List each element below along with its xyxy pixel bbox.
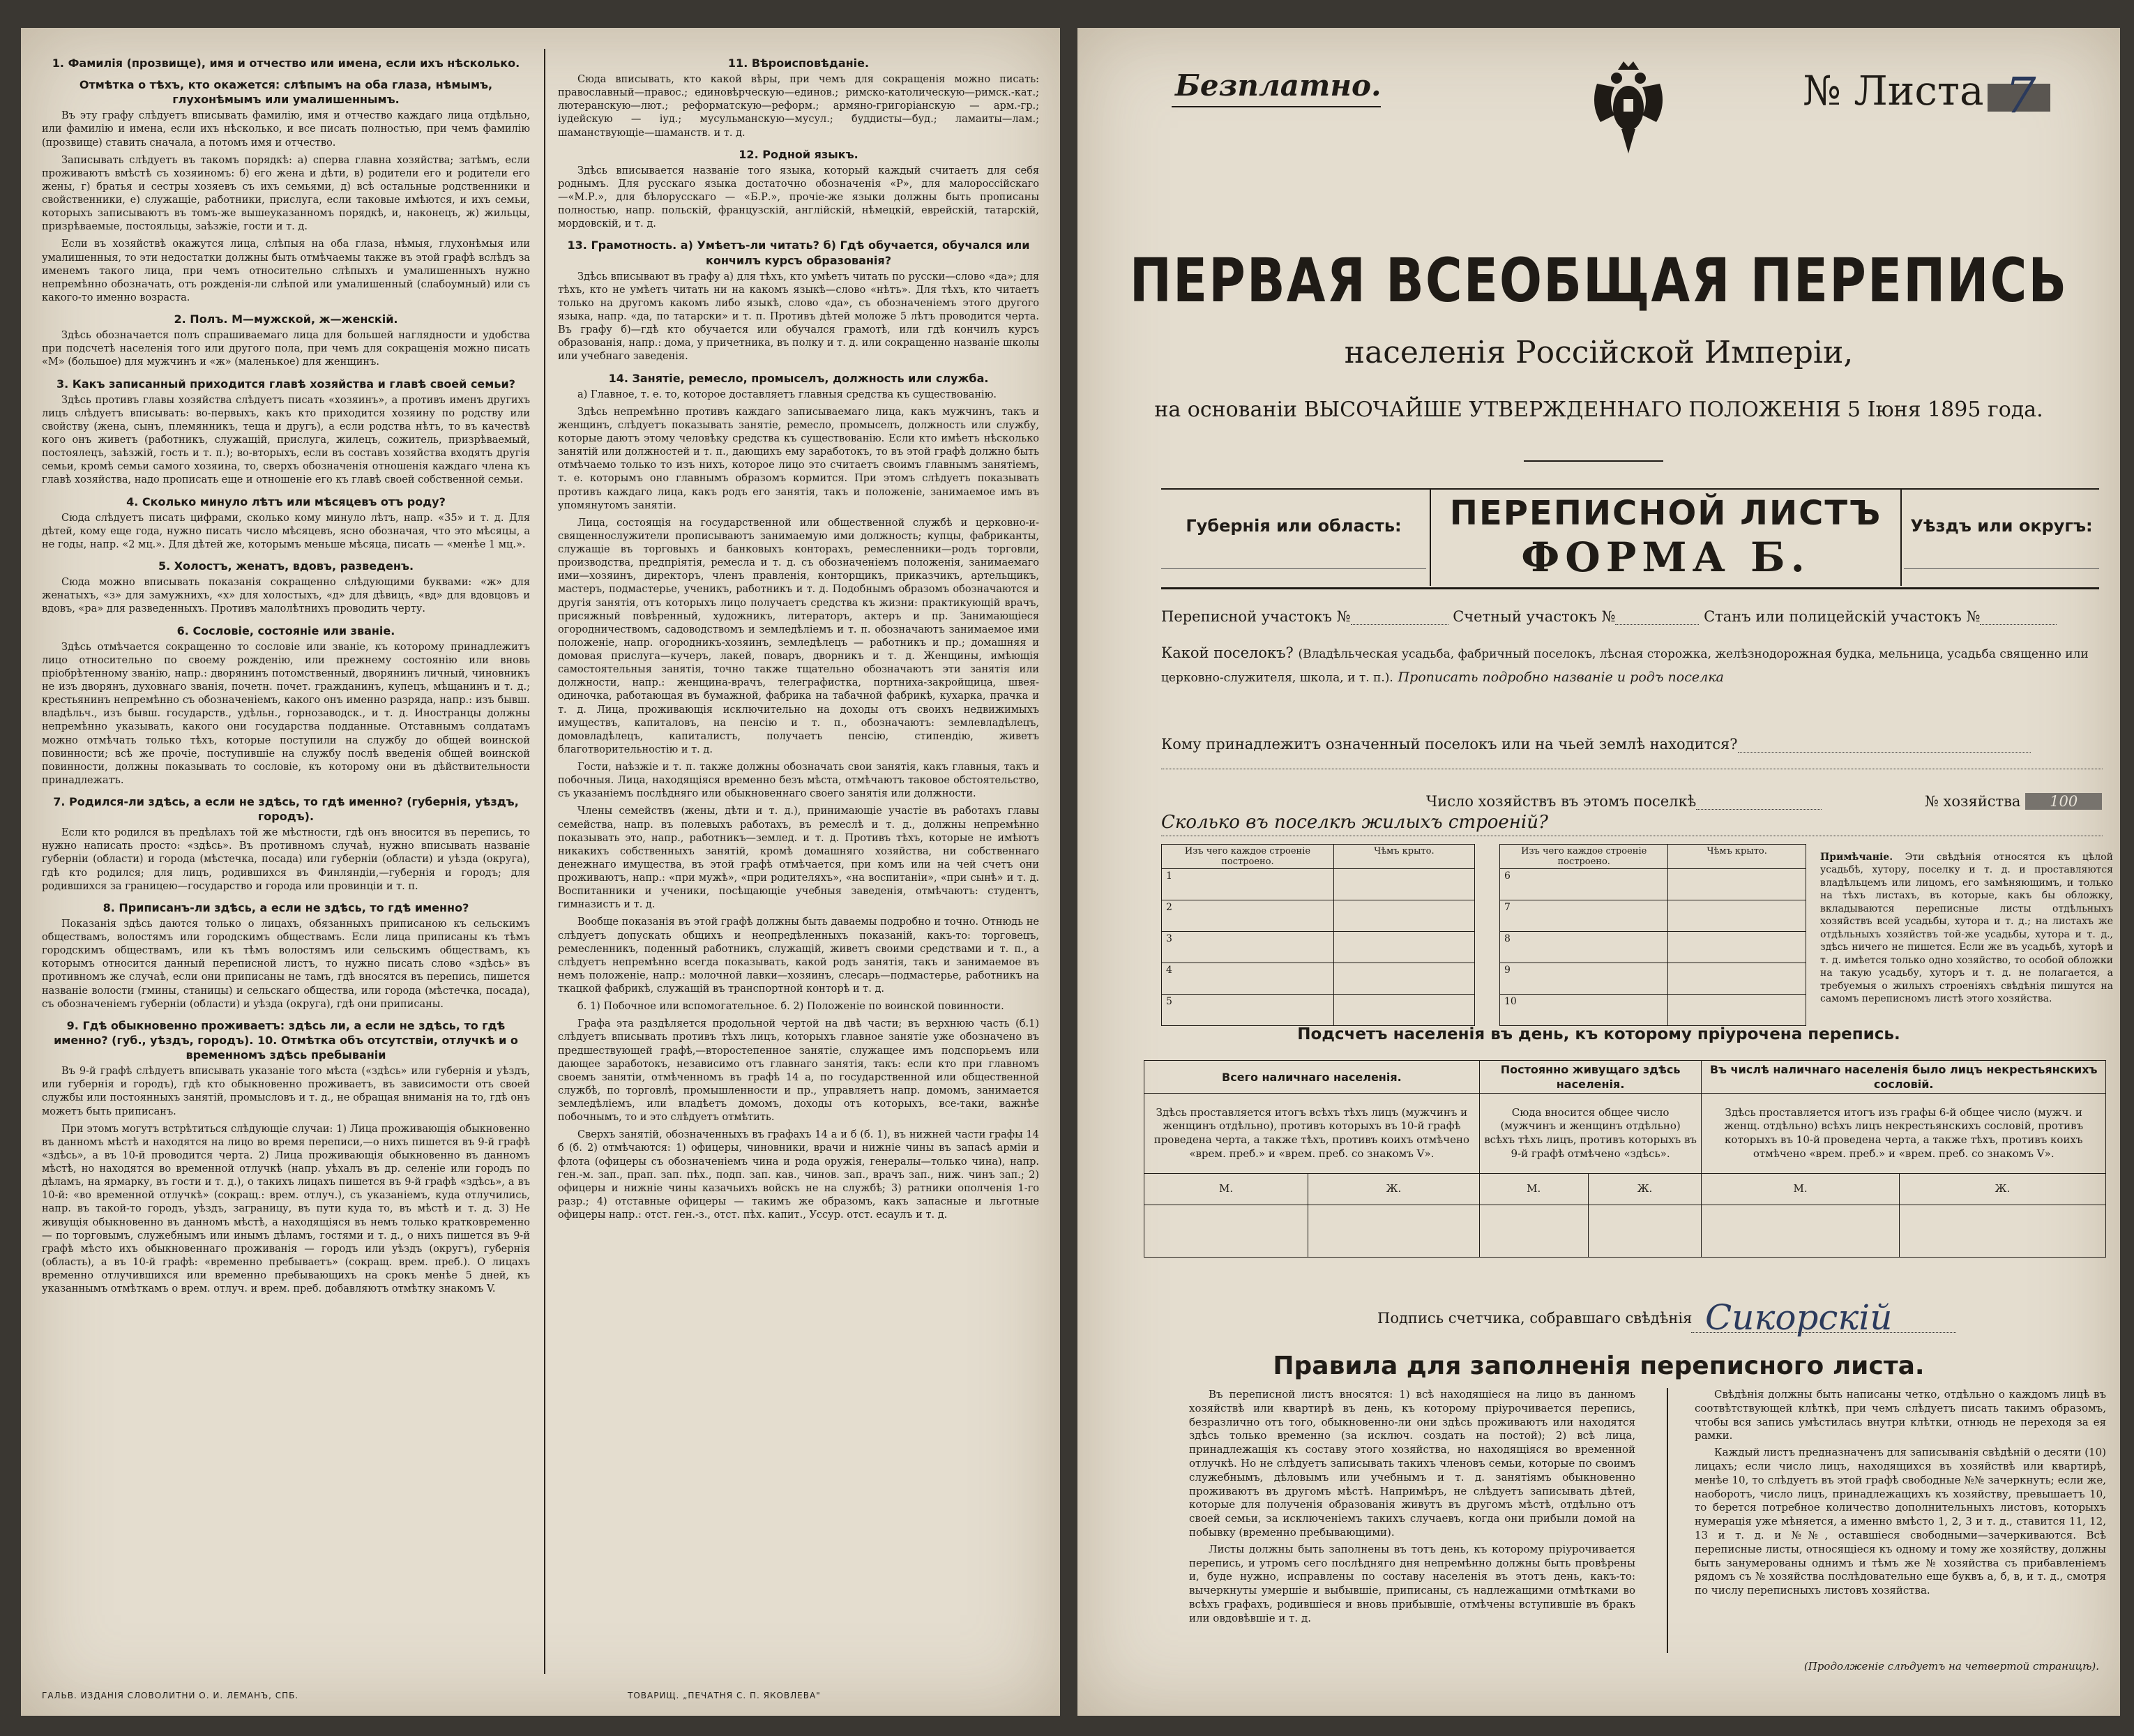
paragraph: Здѣсь вписывают въ графу а) для тѣхъ, кто умѣетъ читать по русски—слово «да»; для тѣхъ, кто не умѣетъ читать ни на какомъ языкѣ—слово «нѣтъ». Для тѣхъ, кто читаетъ только на другомъ какомъ либо языкѣ, слово «да», съ обозначеніемъ этого другого языка, напр. «да, по татарски» и т. п. Противъ дѣтей моложе 5 лѣтъ проводится черта. Въ графу б)—гдѣ кто обучается или обучался грамотѣ, или гдѣ кончилъ курсъ образованія, напр.: дома, у причетника, въ полку и т. д. или сокращенно названіе школы или учебнаго заведенія.: [558, 271, 1039, 363]
paragraph: б. 1) Побочное или вспомогательное. б. 2) Положеніе по воинской повинности.: [577, 1001, 1004, 1013]
table-cell[interactable]: [1668, 900, 1806, 932]
paragraph: Гости, наѣзжіе и т. п. также должны обозначать свои занятія, какъ главныя, такъ и побочныя. Лица, находящіяся временно безъ мѣста, отмѣчаютъ таковое обстоятельство, съ указаніемъ послѣдняго или обыкновеннаго своего занятія или должности.: [558, 762, 1039, 800]
population-count-title: Подсчетъ населенія въ день, къ которому пріурочена перепись.: [1297, 1025, 1900, 1043]
table-row[interactable]: 1: [1162, 869, 1334, 900]
count-m-label: М.: [1702, 1174, 1899, 1205]
count-cell[interactable]: [1144, 1205, 1308, 1258]
stan-field[interactable]: [1980, 624, 2057, 625]
paragraph: Сюда слѣдуетъ писать цифрами, сколько кому минуло лѣтъ, напр. «35» и т. д. Для дѣтей, кому еще года, нужно писать число мѣсяцевъ, ясно обозначая, что это мѣсяцы, а не годы, напр. «2 мц.». Для дѣтей же, которымъ меньше мѣсяца, писать — «менѣе 1 мц.».: [42, 512, 530, 550]
paragraph: Здѣсь вписывается названіе того языка, который каждый считаетъ для себя роднымъ. Для русскаго языка достаточно обозначенія «Р», для малороссійскаго—«М.Р.», для бѣлорусскаго — «Б.Р.», прочіе-же языки должны быть прописаны полностью, напр. польскій, французскій, англійскій, нѣмецкій, еврейскій, татарскій, мордовскій, и т. д.: [558, 165, 1039, 230]
count-header-total: Всего наличнаго населенія.: [1144, 1061, 1480, 1094]
rules-paragraph: Свѣдѣнія должны быть написаны четко, отдѣльно о каждомъ лицѣ въ соотвѣтствующей клѣткѣ, при чемъ слѣдуетъ писать такимъ образомъ, чтобы вся запись умѣстилась внутри клѣтки, отнюдь не переходя за ея рамки.: [1695, 1388, 2106, 1442]
table-row[interactable]: 7: [1500, 900, 1668, 932]
table-row[interactable]: 10: [1500, 995, 1668, 1026]
count-header-permanent: Постоянно живущаго здѣсь населенія.: [1479, 1061, 1702, 1094]
paragraph: Въ 9-й графѣ слѣдуетъ вписывать указаніе того мѣста («здѣсь» или губернія и уѣздъ, или губернія и городъ), гдѣ кто обыкновенно проживаетъ, въ зависимости отъ своей службы или постоянныхъ занятій, промысловъ и т. д., не обращая вниманія на то, гдѣ онъ можетъ быть приписанъ.: [42, 1066, 530, 1117]
count-desc-permanent: Сюда вносится общее число (мужчинъ и женщинъ отдѣльно) всѣхъ тѣхъ лицъ, противъ которыхъ въ 9-й графѣ отмѣчено «здѣсь».: [1479, 1094, 1702, 1174]
section-heading: Отмѣтка о тѣхъ, кто окажется: слѣпымъ на оба глаза, нѣмымъ, глухонѣмымъ или умалишеннымъ.: [79, 78, 493, 107]
table-row[interactable]: 9: [1500, 963, 1668, 995]
rules-column-right: [1695, 1388, 2106, 1601]
table-cell[interactable]: [1333, 932, 1474, 963]
title-rule: [1524, 460, 1663, 462]
skolko-label: Сколько въ поселкѣ жилыхъ строеній?: [1161, 812, 1548, 833]
rules-title: Правила для заполненія переписного листа.: [1273, 1352, 1925, 1380]
schetny-label: Счетный участокъ №: [1453, 608, 1616, 625]
rules-column-left: [1189, 1388, 1635, 1629]
count-m-label: М.: [1479, 1174, 1588, 1205]
paragraph: При этомъ могутъ встрѣтиться слѣдующіе случаи: 1) Лица проживающія обыкновенно въ данномъ мѣстѣ и находятся на лицо во время переписи,—о нихъ пишется въ 9-й графѣ «здѣсь», а въ 10-й проводится черта. 2) Лица проживающія обыкновенно въ данномъ мѣстѣ, но находятся во временной отлучкѣ (напр. уѣхалъ въ др. селеніе или городъ по дѣламъ, на ярмарку, въ гости и т. д.), о такихъ лицахъ пишется въ 9-й графѣ «здѣсь», а въ 10-й: «во временной отлучкѣ» (сокращ.: врем. отлуч.), съ указаніемъ, куда отлучились, напр. въ такой-то городъ, уѣздъ, заграницу, въ пути куда то, въ мѣстѣ и т. д. 3) Не живущія обыкновенно въ данномъ мѣстѣ, а находящіяся въ немъ только кратковременно — по торговымъ, служебнымъ или инымъ дѣламъ, гостями и т. д., о нихъ пишется въ 9-й графѣ мѣсто ихъ обыкновеннаго проживанія — городъ или уѣздъ (округъ), губернія (область), а въ 10-й графѣ: «временно пребываетъ» (сокращ. врем. преб.). О лицахъ временно отлучившихся или временно пребывающихъ на срокъ менѣе 5 дней, къ указаннымъ отмѣткамъ о врем. отлуч. и врем. преб. добавляютъ отмѣтку знакомъ V.: [42, 1123, 530, 1295]
rules-paragraph: Каждый листъ предназначенъ для записыванія свѣдѣній о десяти (10) лицахъ; если число лицъ, находящихся въ хозяйствѣ или квартирѣ, менѣе 10, то слѣдуетъ въ этой графѣ свободные №№ зачеркнуть; если же, наоборотъ, число лицъ, принадлежащихъ къ хозяйству, превышаетъ 10, то берется потребное количество дополнительныхъ листовъ, которыхъ нумерація уже мѣняется, а именно вмѣсто 1, 2, 3 и т. д., ставится 11, 12, 13 и т. д. и №№, оставшіеся свободными—зачеркиваются. Всѣ переписные листы, относящіеся къ одному и тому же хозяйству, должны быть занумерованы однимъ и тѣмъ же № хозяйства съ прибавленіемъ рядомъ съ № хозяйства послѣдовательно еще буквъ а, б, в, и т. д., смотря по числу переписныхъ листовъ хозяйства.: [1695, 1446, 2106, 1597]
section-heading: 7. Родился-ли здѣсь, а если не здѣсь, то гдѣ именно? (губернія, уѣздъ, городъ).: [53, 795, 519, 824]
stan-label: Станъ или полицейскій участокъ №: [1704, 608, 1981, 625]
count-cell[interactable]: [1479, 1205, 1588, 1258]
table-row[interactable]: 2: [1162, 900, 1334, 932]
poselok-label: Какой поселокъ?: [1161, 644, 1294, 661]
section-heading: 2. Полъ. М—мужской, ж—женскій.: [174, 312, 398, 326]
count-header-non-peasant: Въ числѣ наличнаго населенія было лицъ некрестьянскихъ сословій.: [1702, 1061, 2106, 1094]
table-row[interactable]: 3: [1162, 932, 1334, 963]
left-page: [21, 28, 1060, 1716]
paragraph: Здѣсь обозначается полъ спрашиваемаго лица для большей наглядности и удобства при подсчетѣ населенія того или другого пола, при чемъ для сокращенія можно писать «М» (большое) для мужчинъ и «ж» (маленькое) для женщинъ.: [42, 330, 530, 368]
continued-note: (Продолженіе слѣдуетъ на четвертой страницѣ).: [1803, 1660, 2099, 1673]
paragraph: Здѣсь непремѣнно противъ каждаго записываемаго лица, какъ мужчинъ, такъ и женщинъ, слѣдуетъ показывать занятіе, ремесло, промыселъ, должность или службу, которые даютъ этому человѣку средства къ существованію. Если кто имѣетъ нѣсколько занятій или должностей и т. п., дающихъ ему заработокъ, то въ этой графѣ должно быть отмѣчаемо только то изъ нихъ, которое лицо это считаетъ своимъ главнымъ занятіемъ, т. е. которымъ оно главнымъ образомъ кормится. При этомъ слѣдуетъ показывать противъ каждаго лица, какъ родъ его занятія, такъ и положеніе, занимаемое имъ въ упомянутомъ занятіи.: [558, 406, 1039, 511]
table-cell[interactable]: [1333, 869, 1474, 900]
roof-header: Чѣмъ крыто.: [1333, 845, 1474, 869]
komu-label: Кому принадлежитъ означенный поселокъ или на чьей землѣ находится?: [1161, 736, 1738, 753]
material-header: Изъ чего каждое строеніе построено.: [1500, 845, 1668, 869]
uezd-field[interactable]: [1904, 568, 2099, 569]
rules-paragraph: Въ переписной листъ вносятся: 1) всѣ находящіеся на лицо въ данномъ хозяйствѣ или квартирѣ въ день, къ которому пріурочивается перепись, безразлично отъ того, обыкновенно-ли они здѣсь проживаютъ или находятся здѣсь только временно (за исключ. создать на постой); 2) всѣ лица, принадлежащія къ составу этого хозяйства, но находящіяся во временной отлучкѣ. Но не слѣдуетъ записывать такихъ членовъ семьи, которые по своимъ служебнымъ, дѣловымъ или учебнымъ и т. д. занятіямъ обыкновенно проживаютъ въ другомъ мѣстѣ. Напримѣръ, не слѣдуетъ записывать дѣтей, которые для полученія образованія живутъ въ другомъ мѣстѣ, отдѣльно отъ своей семьи, за исключеніемъ такихъ случаевъ, когда они прибыли домой на побывку (временно пребывающими).: [1189, 1388, 1635, 1539]
material-header: Изъ чего каждое строеніе построено.: [1162, 845, 1334, 869]
form-title: ПЕРЕПИСНОЙ ЛИСТЪ: [1449, 494, 1882, 533]
paragraph: Сюда можно вписывать показанія сокращенно слѣдующими буквами: «ж» для женатыхъ, «з» для замужнихъ, «х» для холостыхъ, «д» для дѣвицъ, «вд» для вдовцовъ и вдовъ, «ра» для разведенныхъ. Противъ малолѣтнихъ проводить черту.: [42, 577, 530, 615]
count-zh-label: Ж.: [1308, 1174, 1480, 1205]
paragraph: Сверхъ занятій, обозначенныхъ въ графахъ 14 а и б (б. 1), въ нижней части графы 14 б (б. 2) отмѣчаются: 1) офицеры, чиновники, врачи и нижніе чины въ запасѣ арміи и флота (офицеры съ обозначеніемъ чина и рода оружія, генералы—только чина), напр. ген.-м. зап., прап. зап. пѣх., подп. зап. кав., чинов. зап., врачъ зап., ниж. чинъ зап.; 2) офицеры и нижніе чины казачьихъ войскъ не на службѣ; 3) ратники ополченія 1-го разр.; 4) отставные офицеры — такимъ же образомъ, какъ запасные и льготные офицеры напр.: отст. ген.-з., отст. пѣх. капит., Уссур. отст. есаулъ и т. д.: [558, 1129, 1039, 1221]
buildings-note: [1820, 851, 2113, 1006]
section-heading: 9. Гдѣ обыкновенно проживаетъ: здѣсь ли, а если не здѣсь, то гдѣ именно? (губ., уѣздъ, городъ). 10. Отмѣтка объ отсутствіи, отлучкѣ и о временномъ здѣсь пребываніи: [54, 1018, 518, 1062]
section-heading: 5. Холостъ, женатъ, вдовъ, разведенъ.: [158, 559, 414, 573]
nomer-row: [1925, 793, 2102, 810]
poselok-hint: (Владѣльческая усадьба, фабричный поселокъ, лѣсная сторожка, желѣзнодорожная будка, мельница, усадьба священно или церковно-служителя, школа, и т. п.).: [1161, 647, 2089, 685]
chislo-field[interactable]: [1696, 809, 1822, 810]
count-desc-non-peasant: Здѣсь проставляется итогъ изъ графы 6-й общее число (мужч. и женщ. отдѣльно) всѣхъ лицъ некрестьянскихъ сословій, противъ которыхъ въ 10-й проведена черта, а также тѣхъ, противъ коихъ отмѣчено «врем. преб.» и «врем. преб. со знакомъ V».: [1702, 1094, 2106, 1174]
sheet-number-label: № Листа: [1803, 67, 1984, 114]
count-m-label: М.: [1144, 1174, 1308, 1205]
free-label: Безплатно.: [1175, 68, 1382, 103]
nomer-value: 100: [2025, 793, 2102, 810]
chislo-label: Число хозяйствъ въ этомъ поселкѣ: [1426, 793, 1697, 810]
section-heading: 1. Фамилія (прозвище), имя и отчество или имена, если ихъ нѣсколько.: [52, 56, 520, 70]
uezd-label: Уѣздъ или округъ:: [1910, 516, 2093, 536]
roof-header: Чѣмъ крыто.: [1668, 845, 1806, 869]
gubernia-field[interactable]: [1161, 568, 1426, 569]
buildings-table-left: [1161, 844, 1475, 1026]
printer-imprint-left: ГАЛЬВ. ИЗДАНІЯ СЛОВОЛИТНИ О. И. ЛЕМАНЪ, СПБ.: [42, 1691, 299, 1700]
population-count-table: [1144, 1060, 2106, 1258]
sheet-number-value: 7: [2005, 67, 2036, 124]
paragraph: Здѣсь отмѣчается сокращенно то сословіе или званіе, къ которому принадлежитъ лицо относительно по своему рожденію, или прежнему состоянію или вновь пріобрѣтенному званію, напр.: дворянинъ потомственный, дворянинъ личный, чиновникъ не изъ дворянъ, духовнаго званія, почетн. почет. гражданинъ, купецъ, мѣщанинъ и т. д.; крестьянинъ непремѣнно съ обозначеніемъ, какого онъ именно разряда, напр.: изъ бывш. владѣльч., изъ бывш. государств., удѣльн., горнозаводск., и т. д. Иностранцы должны непремѣнно указывать, какого они государства подданные. Отставнымъ солдатамъ можно отмѣчать только тѣхъ, которые поступили на службу до общей воинской повинности; всѣ же прочіе, поступившіе на службу послѣ введенія общей воинской повинности, должны показывать то сословіе, къ которому они въ дѣйствительности принадлежатъ.: [42, 641, 530, 786]
note-text: Эти свѣдѣнія относятся къ цѣлой усадьбѣ, хутору, поселку и т. д. и проставляются владѣльцемъ или лицомъ, его замѣняющимъ, и только на тѣхъ листахъ, въ которые, какъ бы обложку, вкладываются переписные листы отдѣльныхъ хозяйствъ всей усадьбы, хутора и т. д.; на листахъ же отдѣльныхъ хозяйствъ той-же усадьбы, хутора и т. д., здѣсь ничего не пишется. Если же въ усадьбѣ, хуторѣ и т. д. имѣется только одно хозяйство, то особой обложки на такую усадьбу, хуторъ и т. д. не полагается, а требуемыя о жилыхъ строеніяхъ свѣдѣнія пишутся на самомъ переписномъ листѣ этого хозяйства.: [1820, 852, 2113, 1005]
paragraph: Сюда вписывать, кто какой вѣры, при чемъ для сокращенія можно писать: православный—правос.; единовѣрческую—единов.; римско-католическую—римск.-кат.; лютеранскую—лют.; реформатскую—реформ.; армяно-григоріанскую — арм.-гр.; іудейскую — іуд.; мусульманскую—мусул.; буддисты—буд.; ламаиты—лам.; шаманствующіе—шаманств. и т. д.: [558, 74, 1039, 139]
table-row[interactable]: 8: [1500, 932, 1668, 963]
komu-row: [1161, 736, 2031, 753]
section-heading: 4. Сколько минуло лѣтъ или мѣсяцевъ отъ роду?: [126, 495, 446, 508]
paragraph: Члены семействъ (жены, дѣти и т. д.), принимающіе участіе въ работахъ главы семейства, напр. въ полевыхъ работахъ, въ ремеслѣ и т. д., должны непремѣнно показывать это, напр., работникъ—землед. и т. д. Противъ тѣхъ, которые не имѣютъ никакихъ собственныхъ занятій, кромѣ домашняго хозяйства, ни собственнаго денежнаго имущества, въ этой графѣ отмѣчается, при комъ или на чей счетъ они проживаютъ, напр.: «при мужѣ», «при родителяхъ», «на воспитаніи», «при сынѣ» и т. д. Воспитанники и ученики, посѣщающіе учебныя заведенія, отмѣчаютъ: студентъ, гимназистъ и т. д.: [558, 806, 1039, 911]
printer-imprint-right: ТОВАРИЩ. „ПЕЧАТНЯ С. П. ЯКОВЛЕВА": [628, 1691, 821, 1700]
uchastok-row: [1161, 608, 2057, 625]
paragraph: а) Главное, т. е. то, которое доставляетъ главныя средства къ существованію.: [577, 388, 997, 400]
right-page: [1077, 28, 2120, 1716]
paragraph: Вообще показанія въ этой графѣ должны быть даваемы подробно и точно. Отнюдь не слѣдуетъ допускать общихъ и неопредѣленныхъ показаній, какъ-то: торговецъ, ремесленникъ, поденный работникъ, служащій, живетъ своими средствами и т. п., а слѣдуетъ непремѣнно всегда показывать, какой родъ занятія, такъ и занимаемое въ немъ положеніе, напр.: молочной лавки—хозяинъ, слесарь—подмастерье, работникъ на ткацкой фабрикѣ, служащій въ транспортной конторѣ и т. д.: [558, 916, 1039, 995]
section-heading: 13. Грамотность. а) Умѣетъ-ли читать? б) Гдѣ обучается, обучался или кончилъ курсъ образованія?: [567, 239, 1030, 267]
rules-divider: [1667, 1388, 1668, 1653]
paragraph: Графа эта раздѣляется продольной чертой на двѣ части; въ верхнюю часть (б.1) слѣдуетъ вписывать противъ тѣхъ лицъ, которыхъ главное занятіе уже обозначено въ предшествующей графѣ,—второстепенное занятіе, служащее имъ подспорьемъ или дающее заработокъ, независимо отъ главнаго занятія, такъ: если кто при главномъ своемъ занятіи, отмѣченномъ въ графѣ 14 а, по государственной или общественной службѣ, по торговлѣ, промышленности и пр., управляетъ напр. домомъ, занимается земледѣліемъ, или владѣетъ домомъ, доходы отъ которыхъ, все-таки, важнѣе побочнымъ, то и это слѣдуетъ отмѣтить.: [558, 1018, 1039, 1124]
count-zh-label: Ж.: [1588, 1174, 1702, 1205]
section-heading: 11. Вѣроисповѣданіе.: [727, 56, 870, 70]
note-title: Примѣчаніе.: [1820, 852, 1893, 863]
free-underline: [1172, 106, 1381, 107]
double-eagle-emblem-icon: [1583, 56, 1674, 160]
table-cell[interactable]: [1333, 995, 1474, 1026]
count-cell[interactable]: [1588, 1205, 1702, 1258]
signature-line: [1691, 1332, 1956, 1333]
count-zh-label: Ж.: [1899, 1174, 2105, 1205]
table-cell[interactable]: [1333, 900, 1474, 932]
column-divider: [544, 49, 545, 1674]
table-cell[interactable]: [1668, 932, 1806, 963]
section-heading: 3. Какъ записанный приходится главѣ хозяйства и главѣ своей семьи?: [56, 377, 515, 391]
count-cell[interactable]: [1899, 1205, 2105, 1258]
uchastok-field[interactable]: [1351, 624, 1448, 625]
paragraph: Здѣсь противъ главы хозяйства слѣдуетъ писать «хозяинъ», а противъ именъ другихъ лицъ слѣдуетъ вписывать: во-первыхъ, какъ кто приходится хозяину по родству или свойству (жена, сынъ, племянникъ, теща и другъ), а если родства нѣтъ, то въ качествѣ кого онъ живетъ (работникъ, служащій, прислуга, жилецъ, сожитель, призрѣваемый, постоялецъ, заѣзжій, гость и т. п.); во-вторыхъ, если въ составъ хозяйства входятъ другія семьи, кромѣ семьи самого хозяина, то, сверхъ обозначенія отношенія каждаго члена къ главѣ хозяйства, надо прописать еще и отношеніе его къ главѣ своей собственной семьи.: [42, 394, 530, 486]
paragraph: Показанія здѣсь даются только о лицахъ, обязанныхъ приписаною къ сельскимъ обществамъ, волостямъ или городскимъ обществамъ. Если лица приписаны къ тѣмъ городскимъ обществамъ, или къ тѣмъ волостямъ или сельскимъ обществамъ, къ которымъ относится данный переписной листъ, то нужно писать слово «здѣсь» въ противномъ же случаѣ, если они приписаны не тамъ, гдѣ вносятся въ перепись, пишется названіе волости (гмины, станицы) и сельскаго общества, или города (мѣстечка, посада), съ обозначеніемъ губерніи (области) и уѣзда (округа), гдѣ они приписаны.: [42, 918, 530, 1010]
schetny-field[interactable]: [1615, 624, 1699, 625]
table-cell[interactable]: [1668, 963, 1806, 995]
uchastok-label: Переписной участокъ №: [1161, 608, 1351, 625]
poselok-hint-hand: Прописать подробно названіе и родъ поселка: [1398, 669, 1724, 685]
count-cell[interactable]: [1702, 1205, 1899, 1258]
section-heading: 14. Занятіе, ремесло, промыселъ, должность или служба.: [608, 371, 989, 385]
paragraph: Если въ хозяйствѣ окажутся лица, слѣпыя на оба глаза, нѣмыя, глухонѣмыя или умалишенныя, то эти недостатки должны быть отмѣчаемы также въ этой графѣ вслѣдъ за именемъ такого лица, при чемъ относительно слѣпыхъ и умалишенныхъ нужно непремѣнно обозначать, отъ рожденія-ли слѣпой или умалишенный (слабоумный) или съ какого-то именно возраста.: [42, 239, 530, 303]
paragraph: Если кто родился въ предѣлахъ той же мѣстности, гдѣ онъ вносится въ перепись, то нужно написать просто: «здѣсь». Въ противномъ случаѣ, нужно вписывать названіе губерніи (области) и города (мѣстечка, посада) или губерніи (области) и уѣзда (округа), гдѣ кто родился; для лицъ, родившихся въ Финляндіи,—губернія и городъ; для родившихся за границею—государство и города или провинціи и т. п.: [42, 827, 530, 892]
section-heading: 12. Родной языкъ.: [739, 147, 858, 161]
form-letter: ФОРМА Б.: [1521, 534, 1810, 581]
gubernia-label: Губернія или область:: [1186, 516, 1402, 536]
instructions-column-right: [558, 49, 1039, 1226]
buildings-table-right: [1499, 844, 1806, 1026]
poselok-row: [1161, 642, 2103, 688]
chislo-row: [1426, 793, 1822, 810]
table-cell[interactable]: [1668, 995, 1806, 1026]
paragraph: Лица, состоящія на государственной или общественной службѣ и церковно-и-священнослужители прописываютъ занимаемую ими должность; купцы, фабриканты, служащіе въ торговыхъ и банковыхъ конторахъ, ремесленники—родъ торговли, производства, предпріятія, ремесла и т. д. съ обозначеніемъ положенія, занимаемаго ими—хозяинъ, директоръ, членъ правленія, конторщикъ, приказчикъ, артельщикъ, мастеръ, подмастерье, ученикъ, работникъ и т. д. Подобнымъ образомъ обозначаются и другія занятія, отъ которыхъ лицо получаетъ средства къ жизни: практикующій врачъ, присяжный повѣренный, художникъ, литераторъ, актеръ и пр. Занимающіеся огородничествомъ, садоводствомъ и земледѣліемъ и т. п. обозначаютъ занимаемое ими положеніе, напр. огородникъ-хозяинъ, земледѣлецъ — работникъ и пр.; домашняя и домовая прислуга—кучеръ, лакей, поваръ, дворникъ и т. д. Женщины, имѣющія самостоятельныя занятія, точно также тщательно обозначаютъ эти занятія или должности, напр.: женщина-врачъ, телеграфистка, портниха-закройщица, швея-одиночка, работающая въ бумажной, фабрика на табачной фабрикѣ, кухарка, прачка и т. д. Лица, проживающія исключительно на доходы отъ своихъ недвижимыхъ имуществъ, капиталовъ, на пенсію и т. п., обозначаютъ: землевладѣлецъ, домовладѣлецъ, капиталистъ, получаетъ пенсію, стипендію, живетъ благотворительностію и т. д.: [558, 517, 1039, 755]
komu-field[interactable]: [1738, 752, 2031, 753]
section-heading: 8. Приписанъ-ли здѣсь, а если не здѣсь, то гдѣ именно?: [103, 900, 469, 914]
signature-value: Сикорскій: [1705, 1297, 1893, 1338]
table-cell[interactable]: [1333, 963, 1474, 995]
instructions-column-left: [42, 49, 530, 1300]
nomer-label: № хозяйства: [1925, 793, 2021, 810]
count-desc-total: Здѣсь проставляется итогъ всѣхъ тѣхъ лицъ (мужчинъ и женщинъ отдѣльно), противъ которыхъ въ 10-й графѣ проведена черта, а также тѣхъ, противъ коихъ отмѣчено «врем. преб.» и «врем. преб. со знакомъ V».: [1144, 1094, 1480, 1174]
header-divider-right: [1900, 488, 1902, 586]
section-heading: 6. Сословіе, состояніе или званіе.: [176, 624, 395, 637]
table-row[interactable]: 5: [1162, 995, 1334, 1026]
census-subtitle: населенія Россійской Имперіи,: [1344, 335, 1854, 370]
table-cell[interactable]: [1668, 869, 1806, 900]
signature-label: Подпись счетчика, собравшаго свѣдѣнія: [1377, 1310, 1693, 1327]
paragraph: Въ эту графу слѣдуетъ вписывать фамилію, имя и отчество каждаго лица отдѣльно, или фамилію и имена, если ихъ нѣсколько, и все писать полностью, при чемъ фамилію (прозвище) ставить сначала, а потомъ имя и отчество.: [42, 110, 530, 149]
table-row[interactable]: 4: [1162, 963, 1334, 995]
census-title: ПЕРВАЯ ВСЕОБЩАЯ ПЕРЕПИСЬ: [1129, 245, 2068, 316]
rules-paragraph: Листы должны быть заполнены въ тотъ день, къ которому пріурочивается перепись, и утромъ сего послѣдняго дня непремѣнно должны быть провѣрены и, буде нужно, исправлены по составу населенія въ этотъ день, какъ-то: вычеркнуты умершіе и выбывшіе, приписаны, съ надлежащими отмѣтками во всѣхъ графахъ, родившіеся и вновь прибывшіе, отмѣчены вступившіе въ бракъ или овдовѣвшіе и т. д.: [1189, 1542, 1635, 1624]
count-cell[interactable]: [1308, 1205, 1480, 1258]
paragraph: Записывать слѣдуетъ въ такомъ порядкѣ: а) сперва главна хозяйства; затѣмъ, если проживаютъ вмѣстѣ съ хозяиномъ: б) его жена и дѣти, в) родители его и родители его жены, г) братья и сестры хозяевъ съ ихъ семьями, д) всѣ остальные родственники и свойственники, е) служащіе, работники, прислуга, если таковые имѣются, и ихъ семьи, которыхъ записываютъ въ томъ-же вышеуказанномъ порядкѣ, и, наконецъ, ж) жильцы, призрѣваемые, постояльцы, заѣзжіе, гости и т. д.: [42, 154, 530, 233]
census-decree: на основаніи ВЫСОЧАЙШЕ УТВЕРЖДЕННАГО ПОЛОЖЕНІЯ 5 Іюня 1895 года.: [1154, 398, 2043, 422]
table-row[interactable]: 6: [1500, 869, 1668, 900]
